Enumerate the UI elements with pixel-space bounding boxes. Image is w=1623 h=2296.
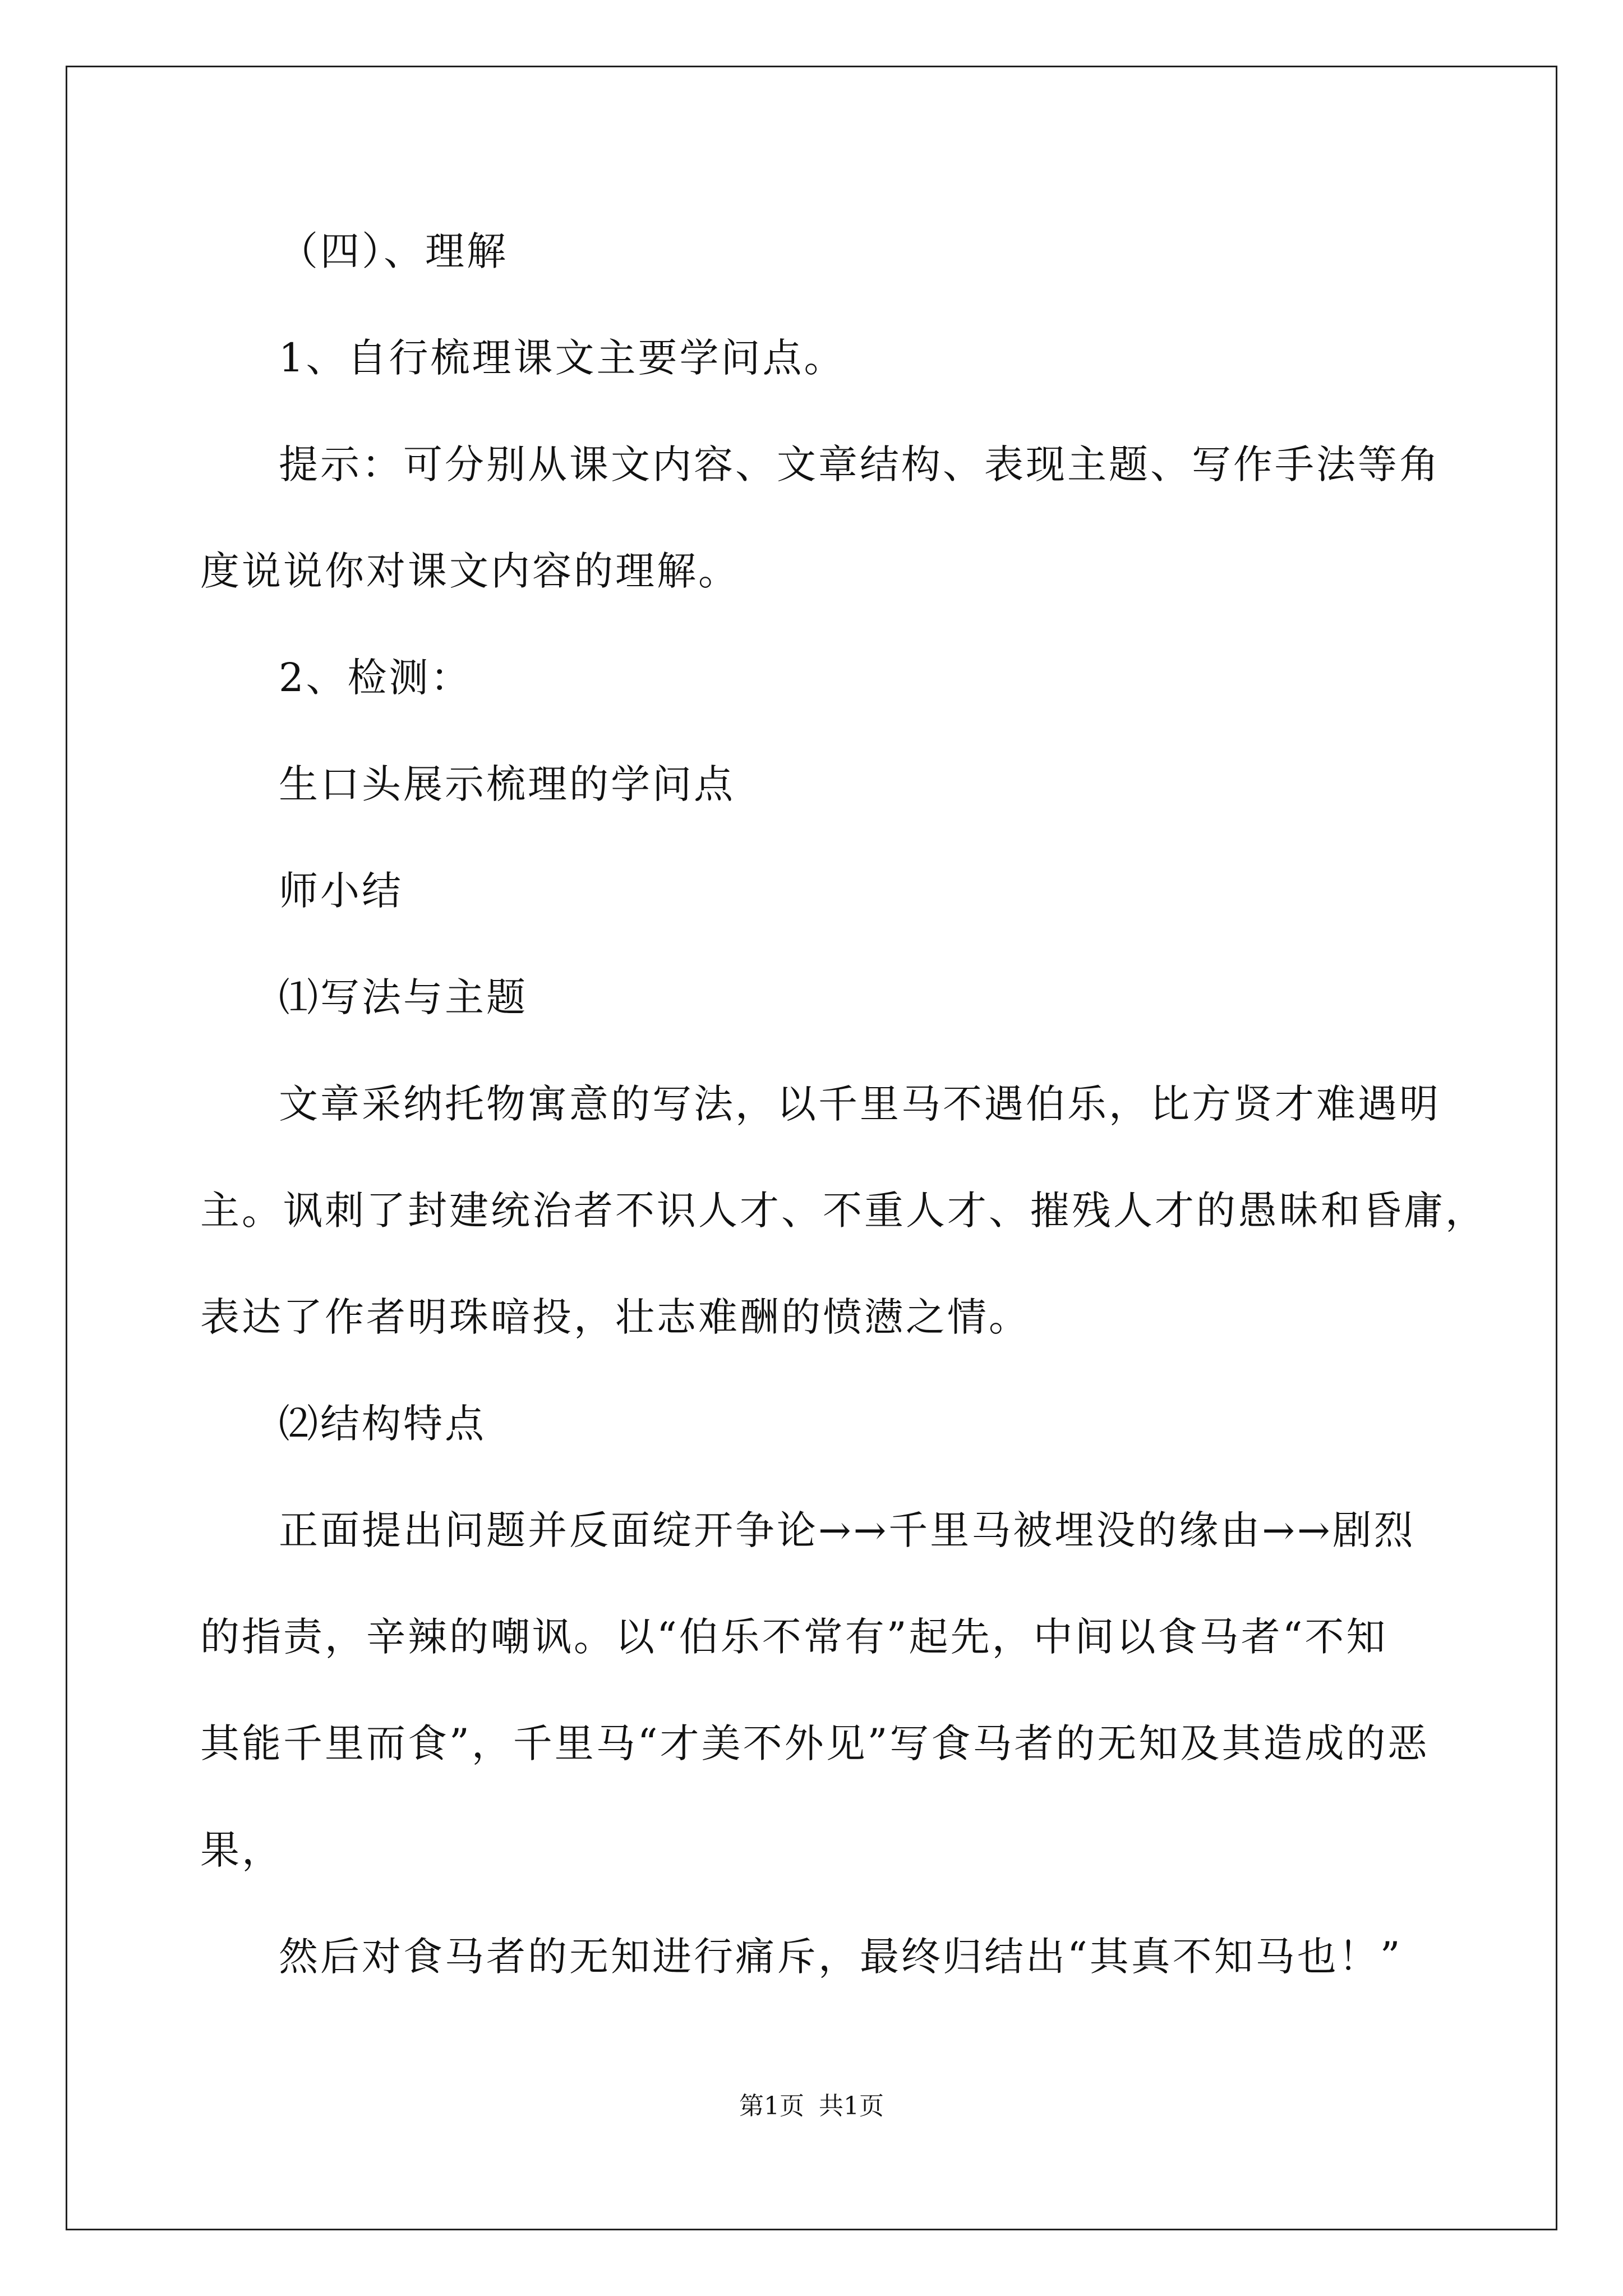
paragraph-line: 的指责，辛辣的嘲讽。以“伯乐不常有”起先，中间以食马者“不知 bbox=[200, 1614, 1388, 1660]
page-footer bbox=[0, 2094, 1623, 2119]
paragraph-line: 然后对食马者的无知进行痛斥，最终归结出“其真不知马也！” bbox=[279, 1934, 1403, 1980]
list-item: 1、自行梳理课文主要学问点。 bbox=[279, 335, 846, 381]
section-heading: （四）、理解 bbox=[279, 228, 508, 274]
paragraph-line: 度说说你对课文内容的理解。 bbox=[200, 548, 740, 594]
page-border bbox=[66, 66, 1557, 2230]
paragraph-line: 果， bbox=[200, 1827, 283, 1873]
paragraph-line: 师小结 bbox=[279, 868, 403, 914]
page-total: 共1页 bbox=[819, 2092, 884, 2120]
paragraph-line: 表达了作者明珠暗投，壮志难酬的愤懑之情。 bbox=[200, 1294, 1030, 1340]
subsection-heading: ⑵结构特点 bbox=[279, 1401, 486, 1447]
paragraph-line: 正面提出问题并反面绽开争论→→千里马被埋没的缘由→→剧烈 bbox=[279, 1507, 1415, 1553]
paragraph-line: 生口头展示梳理的学问点 bbox=[279, 761, 735, 807]
list-item: 2、检测： bbox=[279, 655, 472, 701]
subsection-heading: ⑴写法与主题 bbox=[279, 974, 528, 1020]
page-number: 第1页 bbox=[739, 2092, 804, 2120]
paragraph-line: 主。讽刺了封建统治者不识人才、不重人才、摧残人才的愚昧和昏庸， bbox=[200, 1188, 1487, 1234]
paragraph-line: 其能千里而食”，千里马“才美不外见”写食马者的无知及其造成的恶 bbox=[200, 1720, 1430, 1766]
paragraph-line: 文章采纳托物寓意的写法，以千里马不遇伯乐，比方贤才难遇明 bbox=[279, 1081, 1441, 1127]
paragraph-line: 提示：可分别从课文内容、文章结构、表现主题、写作手法等角 bbox=[279, 441, 1441, 487]
